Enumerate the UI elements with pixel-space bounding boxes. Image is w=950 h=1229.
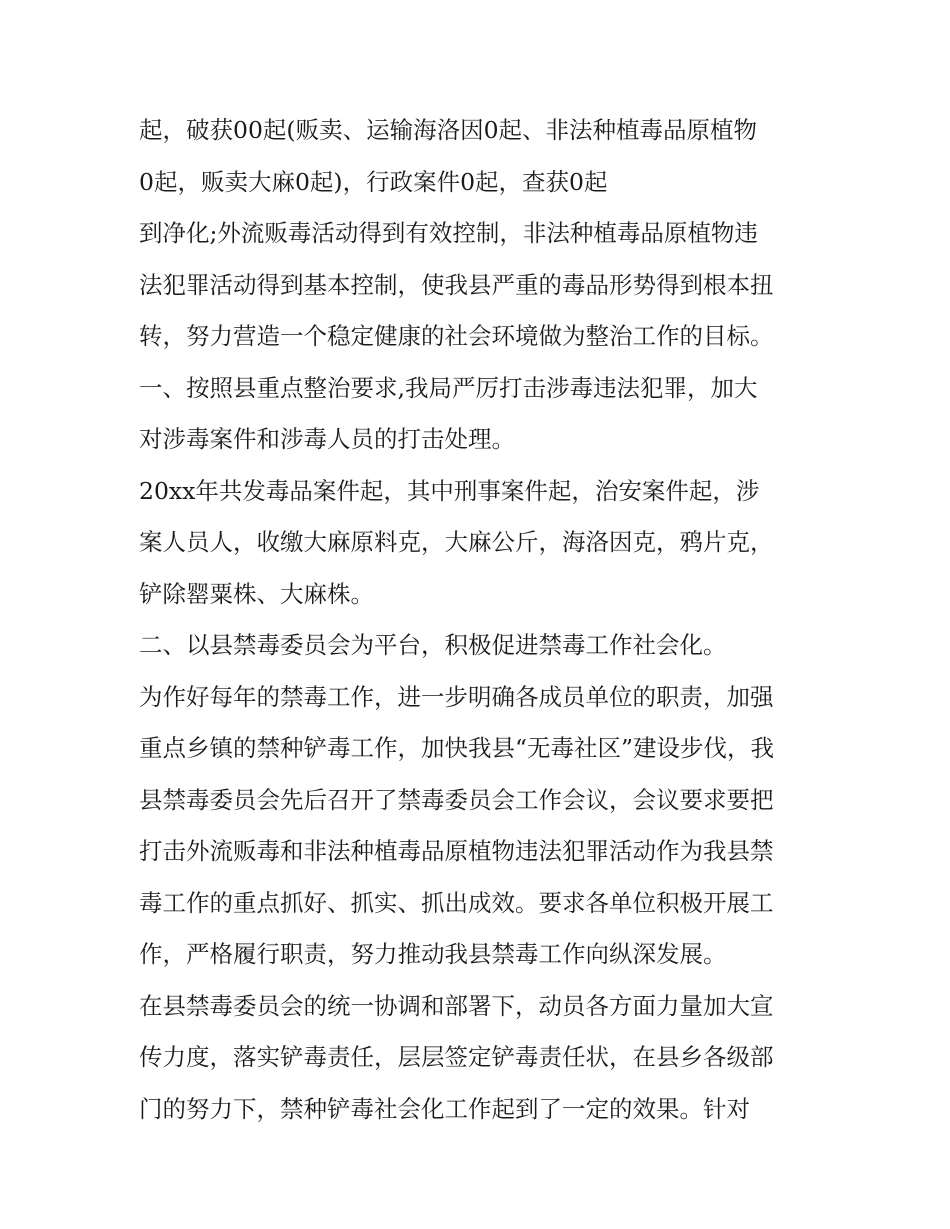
text-line: 案人员人，收缴大麻原料克，大麻公斤，海洛因克，鸦片克， — [139, 528, 774, 556]
text-line: 法犯罪活动得到基本控制，使我县严重的毒品形势得到根本扭 — [139, 270, 774, 299]
text-line: 打击外流贩毒和非法种植毒品原植物违法犯罪活动作为我县禁 — [139, 837, 774, 865]
text-line: 在县禁毒委员会的统一协调和部署下，动员各方面力量加大宣 — [139, 991, 774, 1020]
text-line: 起，破获00起(贩卖、运输海洛因0起、非法种植毒品原植物 — [139, 116, 758, 144]
text-line: 转，努力营造一个稳定健康的社会环境做为整治工作的目标。 — [139, 322, 774, 350]
text-line: 县禁毒委员会先后召开了禁毒委员会工作会议，会议要求要把 — [139, 785, 774, 814]
text-line: 毒工作的重点抓好、抓实、抓出成效。要求各单位积极开展工 — [139, 888, 774, 917]
text-line: 二、以县禁毒委员会为平台，积极促进禁毒工作社会化。 — [139, 631, 727, 659]
text-line: 20xx年共发毒品案件起，其中刑事案件起，治安案件起，涉 — [139, 476, 760, 505]
text-line: 传力度，落实铲毒责任，层层签定铲毒责任状，在县乡各级部 — [139, 1043, 774, 1071]
text-line: 重点乡镇的禁种铲毒工作，加快我县“无毒社区”建设步伐，我 — [139, 734, 775, 762]
text-line: 对涉毒案件和涉毒人员的打击处理。 — [139, 425, 515, 453]
text-line: 铲除罂粟株、大麻株。 — [139, 579, 374, 608]
text-line: 门的努力下，禁种铲毒社会化工作起到了一定的效果。针对 — [139, 1094, 750, 1123]
text-line: 作，严格履行职责，努力推动我县禁毒工作向纵深发展。 — [139, 940, 727, 968]
text-line: 一、按照县重点整治要求,我局严厉打击涉毒违法犯罪，加大 — [139, 373, 758, 402]
text-line: 为作好每年的禁毒工作，进一步明确各成员单位的职责，加强 — [139, 682, 774, 711]
text-line: 0起，贩卖大麻0起)，行政案件0起，查获0起 — [139, 167, 608, 196]
text-line: 到净化;外流贩毒活动得到有效控制，非法种植毒品原植物违 — [139, 219, 758, 247]
document-body — [139, 105, 819, 1135]
